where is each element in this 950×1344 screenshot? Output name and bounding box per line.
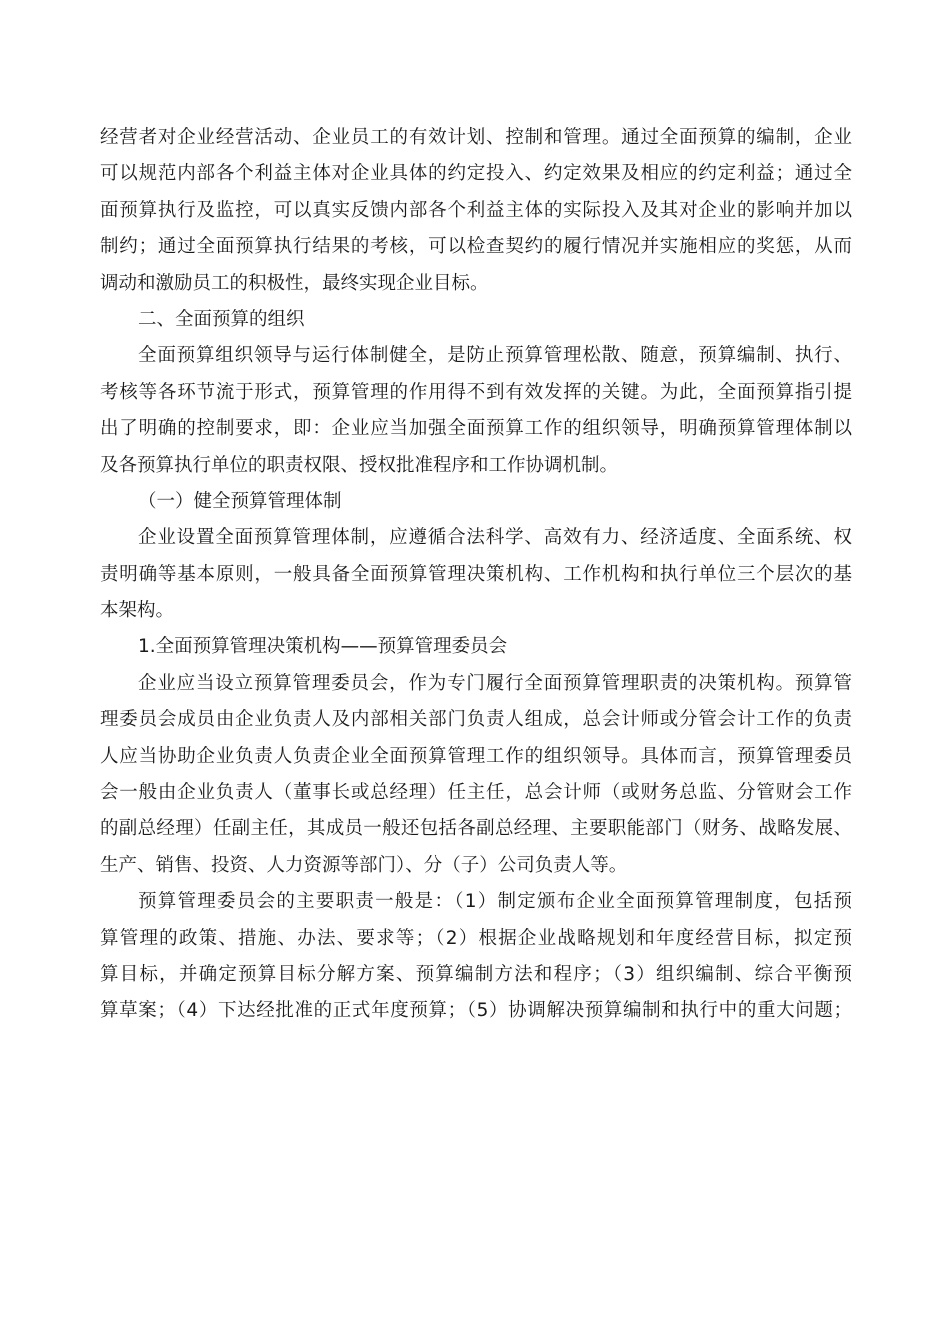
text-line: 企业设置全面预算管理体制，应遵循合法科学、高效有力、经济适度、全面系统、权: [138, 527, 852, 549]
text-line: 算管理的政策、措施、办法、要求等；（2）根据企业战略规划和年度经营目标，拟定预: [100, 927, 852, 949]
section-heading: 二、全面预算的组织: [138, 308, 305, 330]
text-line: 预算管理委员会的主要职责一般是：（1）制定颁布企业全面预算管理制度，包括预: [138, 891, 852, 913]
text-line: 责明确等基本原则，一般具备全面预算管理决策机构、工作机构和执行单位三个层次的基: [100, 563, 852, 585]
document-body: [100, 120, 852, 1030]
text-line: 的副总经理）任副主任，其成员一般还包括各副总经理、主要职能部门（财务、战略发展、: [100, 818, 852, 840]
text-line: 及各预算执行单位的职责权限、授权批准程序和工作协调机制。: [100, 454, 619, 476]
text-line: 制约；通过全面预算执行结果的考核，可以检查契约的履行情况并实施相应的奖惩，从而: [100, 236, 852, 258]
text-line: 企业应当设立预算管理委员会，作为专门履行全面预算管理职责的决策机构。预算管: [138, 672, 852, 694]
text-line: 理委员会成员由企业负责人及内部相关部门负责人组成，总会计师或分管会计工作的负责: [100, 709, 852, 731]
text-line: 可以规范内部各个利益主体对企业具体的约定投入、约定效果及相应的约定利益；通过全: [100, 163, 852, 185]
text-line: 考核等各环节流于形式，预算管理的作用得不到有效发挥的关键。为此，全面预算指引提: [100, 381, 852, 403]
text-line: 全面预算组织领导与运行体制健全，是防止预算管理松散、随意，预算编制、执行、: [138, 345, 852, 367]
text-line: 本架构。: [100, 600, 175, 622]
text-line: 算草案；（4）下达经批准的正式年度预算；（5）协调解决预算编制和执行中的重大问题；: [100, 1000, 852, 1022]
text-line: 算目标，并确定预算目标分解方案、预算编制方法和程序；（3）组织编制、综合平衡预: [100, 963, 852, 985]
text-line: 生产、销售、投资、人力资源等部门）、分（子）公司负责人等。: [100, 854, 628, 876]
text-line: 面预算执行及监控，可以真实反馈内部各个利益主体的实际投入及其对企业的影响并加以: [100, 199, 852, 221]
text-line: 人应当协助企业负责人负责企业全面预算管理工作的组织领导。具体而言，预算管理委员: [100, 745, 852, 767]
text-line: 出了明确的控制要求，即：企业应当加强全面预算工作的组织领导，明确预算管理体制以: [100, 418, 852, 440]
subsection-heading: （一）健全预算管理体制: [138, 490, 342, 512]
text-line: 会一般由企业负责人（董事长或总经理）任主任，总会计师（或财务总监、分管财会工作: [100, 782, 852, 804]
text-line: 调动和激励员工的积极性，最终实现企业目标。: [100, 272, 489, 294]
item-heading: 1.全面预算管理决策机构——预算管理委员会: [138, 636, 508, 658]
text-line: 经营者对企业经营活动、企业员工的有效计划、控制和管理。通过全面预算的编制，企业: [100, 127, 852, 148]
